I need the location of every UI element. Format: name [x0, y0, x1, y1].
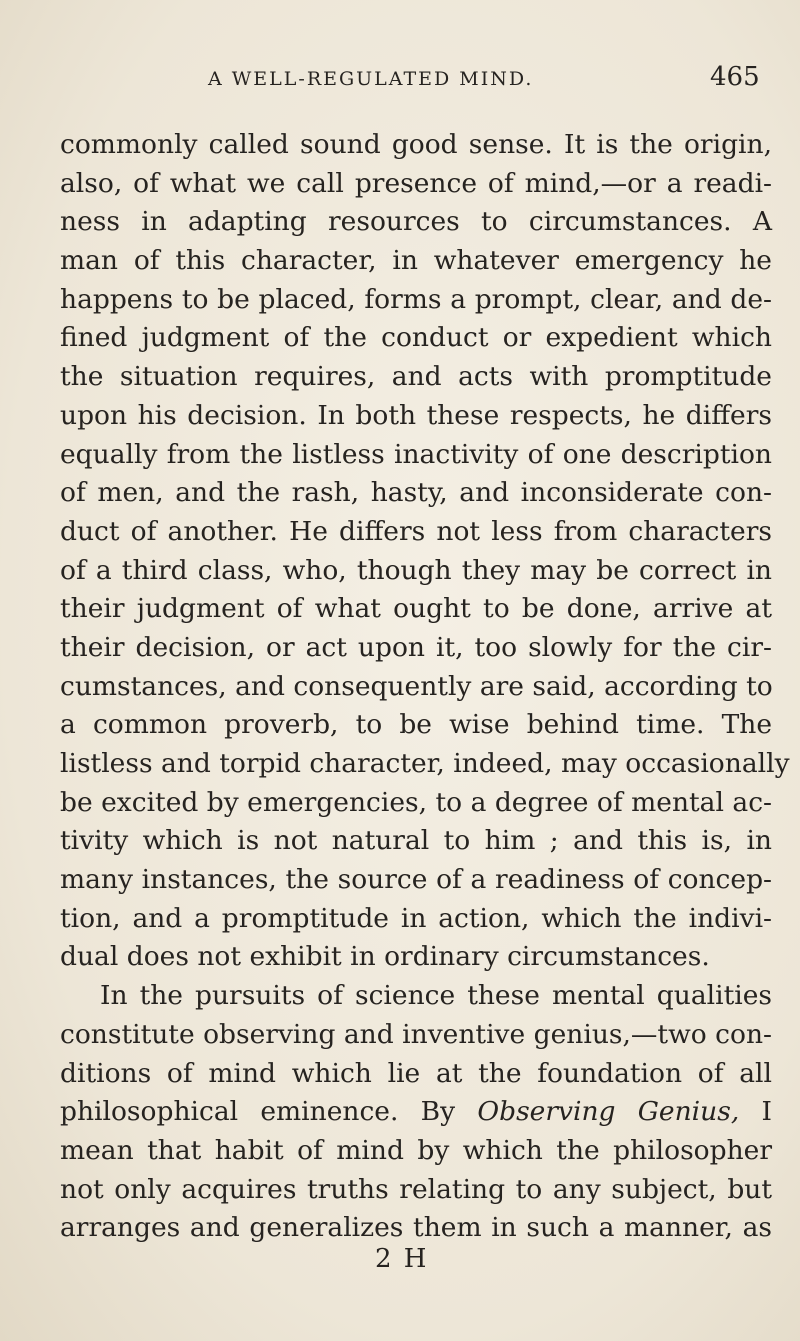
text-line: commonly called sound good sense. It is the origin,	[60, 129, 772, 160]
text-line: arranges and generalizes them in such a manner, as	[60, 1212, 772, 1244]
page-number: 465	[710, 62, 760, 92]
text-line: equally from the listless inactivity of one description	[60, 438, 772, 470]
text-line: ditions of mind which lie at the foundation of all	[60, 1057, 772, 1089]
text-line: constitute observing and inventive genius,—two con-	[60, 1018, 772, 1050]
text-line: also, of what we call presence of mind,—or a readi-	[60, 167, 772, 199]
signature-mark: 2 H	[375, 1244, 429, 1274]
text-line: tion, and a promptitude in action, which the indivi-	[60, 902, 772, 934]
text-line: the situation requires, and acts with promptitude	[60, 361, 772, 393]
text-line: ness in adapting resources to circumstances. A	[60, 206, 772, 238]
text-line: tivity which is not natural to him ; and this is, in	[60, 825, 772, 857]
body-text	[60, 126, 790, 1248]
text-line: dual does not exhibit in ordinary circumstances.	[60, 941, 710, 973]
text-line: upon his decision. In both these respects, he differs	[60, 399, 772, 431]
text-line: of men, and the rash, hasty, and inconsiderate con-	[60, 477, 772, 509]
text-segment: philosophical eminence. By	[60, 1096, 456, 1128]
text-line: fined judgment of the conduct or expedient which	[60, 322, 772, 354]
text-line: happens to be placed, forms a prompt, clear, and de-	[60, 283, 772, 315]
text-line-with-italic	[60, 1093, 772, 1132]
text-line: man of this character, in whatever emergency he	[60, 245, 772, 277]
italic-term: Observing Genius,	[477, 1096, 740, 1128]
text-line: many instances, the source of a readiness of concep-	[60, 864, 772, 896]
text-line: listless and torpid character, indeed, may occasionally	[60, 748, 790, 779]
running-title: A WELL-REGULATED MIND.	[208, 68, 534, 90]
text-line: be excited by emergencies, to a degree of mental ac-	[60, 786, 772, 818]
text-line: their decision, or act upon it, too slowly for the cir-	[60, 631, 772, 663]
text-line: their judgment of what ought to be done, arrive at	[60, 593, 772, 625]
text-line: not only acquires truths relating to any subject, but	[60, 1173, 772, 1205]
text-line: of a third class, who, though they may be correct in	[60, 554, 772, 586]
text-line: duct of another. He differs not less from characters	[60, 515, 772, 547]
paragraph-start-line: In the pursuits of science these mental qualities	[100, 980, 772, 1012]
text-segment: I	[739, 1096, 772, 1128]
text-line: cumstances, and consequently are said, according to	[60, 670, 773, 702]
text-line: a common proverb, to be wise behind time. The	[60, 709, 772, 741]
text-line: mean that habit of mind by which the philosopher	[60, 1134, 772, 1166]
